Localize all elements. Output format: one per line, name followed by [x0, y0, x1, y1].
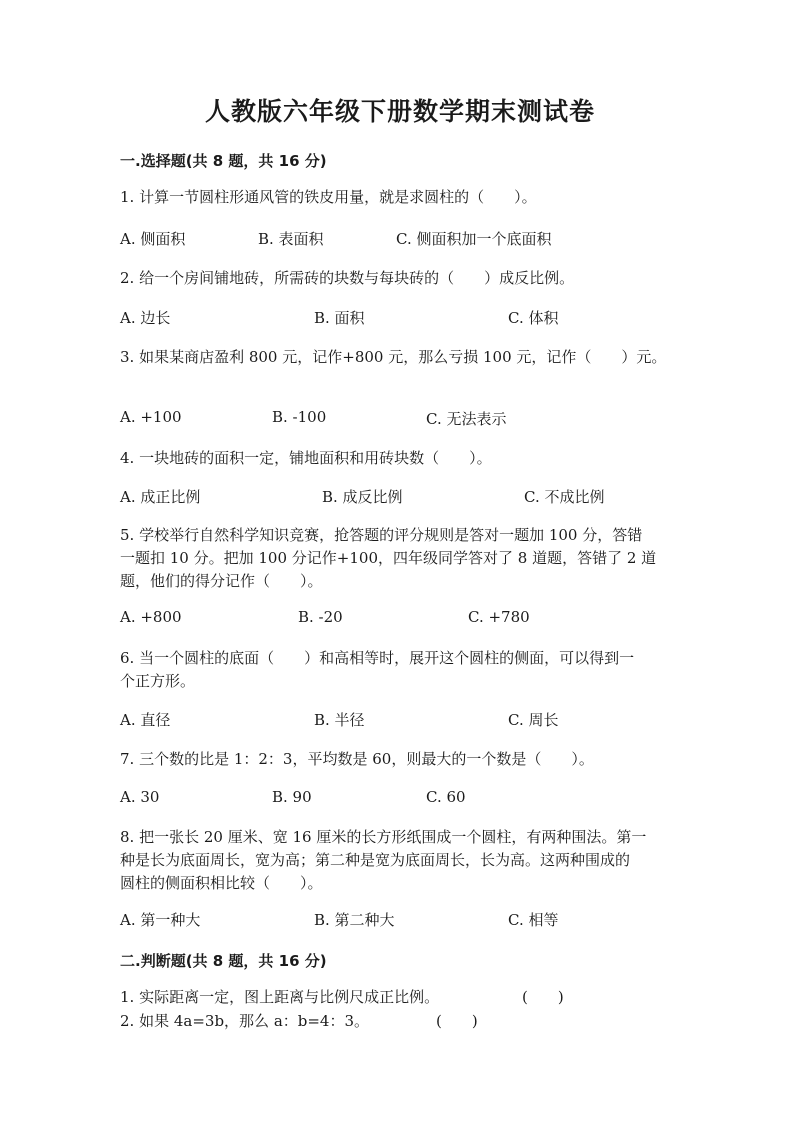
judge-1-answer-bracket: ( ) [522, 988, 564, 1006]
question-6-line-1: 6. 当一个圆柱的底面（ ）和高相等时，展开这个圆柱的侧面，可以得到一 [120, 649, 635, 667]
q1-option-b: B. 表面积 [258, 230, 324, 248]
q7-option-a: A. 30 [120, 788, 160, 806]
q6-option-b: B. 半径 [314, 711, 365, 729]
q5-option-b: B. -20 [298, 608, 343, 626]
question-3: 3. 如果某商店盈利 800 元，记作+800 元，那么亏损 100 元，记作（ ）元。 [120, 348, 667, 366]
q2-option-a: A. 边长 [120, 309, 171, 327]
q5-option-a: A. +800 [120, 608, 182, 626]
q7-option-b: B. 90 [272, 788, 312, 806]
question-7: 7. 三个数的比是 1：2：3，平均数是 60，则最大的一个数是（ ）。 [120, 750, 594, 768]
q2-option-b: B. 面积 [314, 309, 365, 327]
q2-option-c: C. 体积 [508, 309, 559, 327]
question-1: 1. 计算一节圆柱形通风管的铁皮用量，就是求圆柱的（ ）。 [120, 188, 537, 206]
q6-option-a: A. 直径 [120, 711, 171, 729]
question-6-line-2: 个正方形。 [120, 672, 196, 690]
q6-option-c: C. 周长 [508, 711, 559, 729]
judge-question-1: 1. 实际距离一定，图上距离与比例尺成正比例。 [120, 988, 440, 1006]
q8-option-a: A. 第一种大 [120, 911, 201, 929]
q3-option-c: C. 无法表示 [426, 410, 507, 428]
question-8-line-3: 圆柱的侧面积相比较（ ）。 [120, 874, 323, 892]
q3-option-b: B. -100 [272, 408, 327, 426]
q4-option-c: C. 不成比例 [524, 488, 605, 506]
judge-2-answer-bracket: ( ) [436, 1012, 478, 1030]
page-title: 人教版六年级下册数学期末测试卷 [204, 97, 595, 126]
q1-option-a: A. 侧面积 [120, 230, 186, 248]
q8-option-c: C. 相等 [508, 911, 559, 929]
question-5-line-3: 题，他们的得分记作（ ）。 [120, 572, 323, 590]
question-8-line-2: 种是长为底面周长，宽为高；第二种是宽为底面周长，长为高。这两种围成的 [120, 851, 631, 869]
q3-option-a: A. +100 [120, 408, 182, 426]
question-8-line-1: 8. 把一张长 20 厘米、宽 16 厘米的长方形纸围成一个圆柱，有两种围法。第一 [120, 828, 647, 846]
question-5 [120, 524, 700, 593]
question-8 [120, 826, 700, 895]
question-5-line-1: 5. 学校举行自然科学知识竞赛，抢答题的评分规则是答对一题加 100 分，答错 [120, 526, 643, 544]
section-heading-choice: 一.选择题(共 8 题，共 16 分) [120, 152, 327, 170]
q4-option-a: A. 成正比例 [120, 488, 201, 506]
question-5-line-2: 一题扣 10 分。把加 100 分记作+100，四年级同学答对了 8 道题，答错了 2 道 [120, 549, 657, 567]
q5-option-c: C. +780 [468, 608, 530, 626]
q4-option-b: B. 成反比例 [322, 488, 403, 506]
section-heading-judge: 二.判断题(共 8 题，共 16 分) [120, 952, 327, 970]
q7-option-c: C. 60 [426, 788, 466, 806]
question-4: 4. 一块地砖的面积一定，铺地面积和用砖块数（ ）。 [120, 449, 492, 467]
question-6 [120, 647, 700, 693]
question-2: 2. 给一个房间铺地砖，所需砖的块数与每块砖的（ ）成反比例。 [120, 269, 575, 287]
judge-question-2: 2. 如果 4a=3b，那么 a：b=4：3。 [120, 1012, 370, 1030]
q8-option-b: B. 第二种大 [314, 911, 395, 929]
q1-option-c: C. 侧面积加一个底面积 [396, 230, 552, 248]
